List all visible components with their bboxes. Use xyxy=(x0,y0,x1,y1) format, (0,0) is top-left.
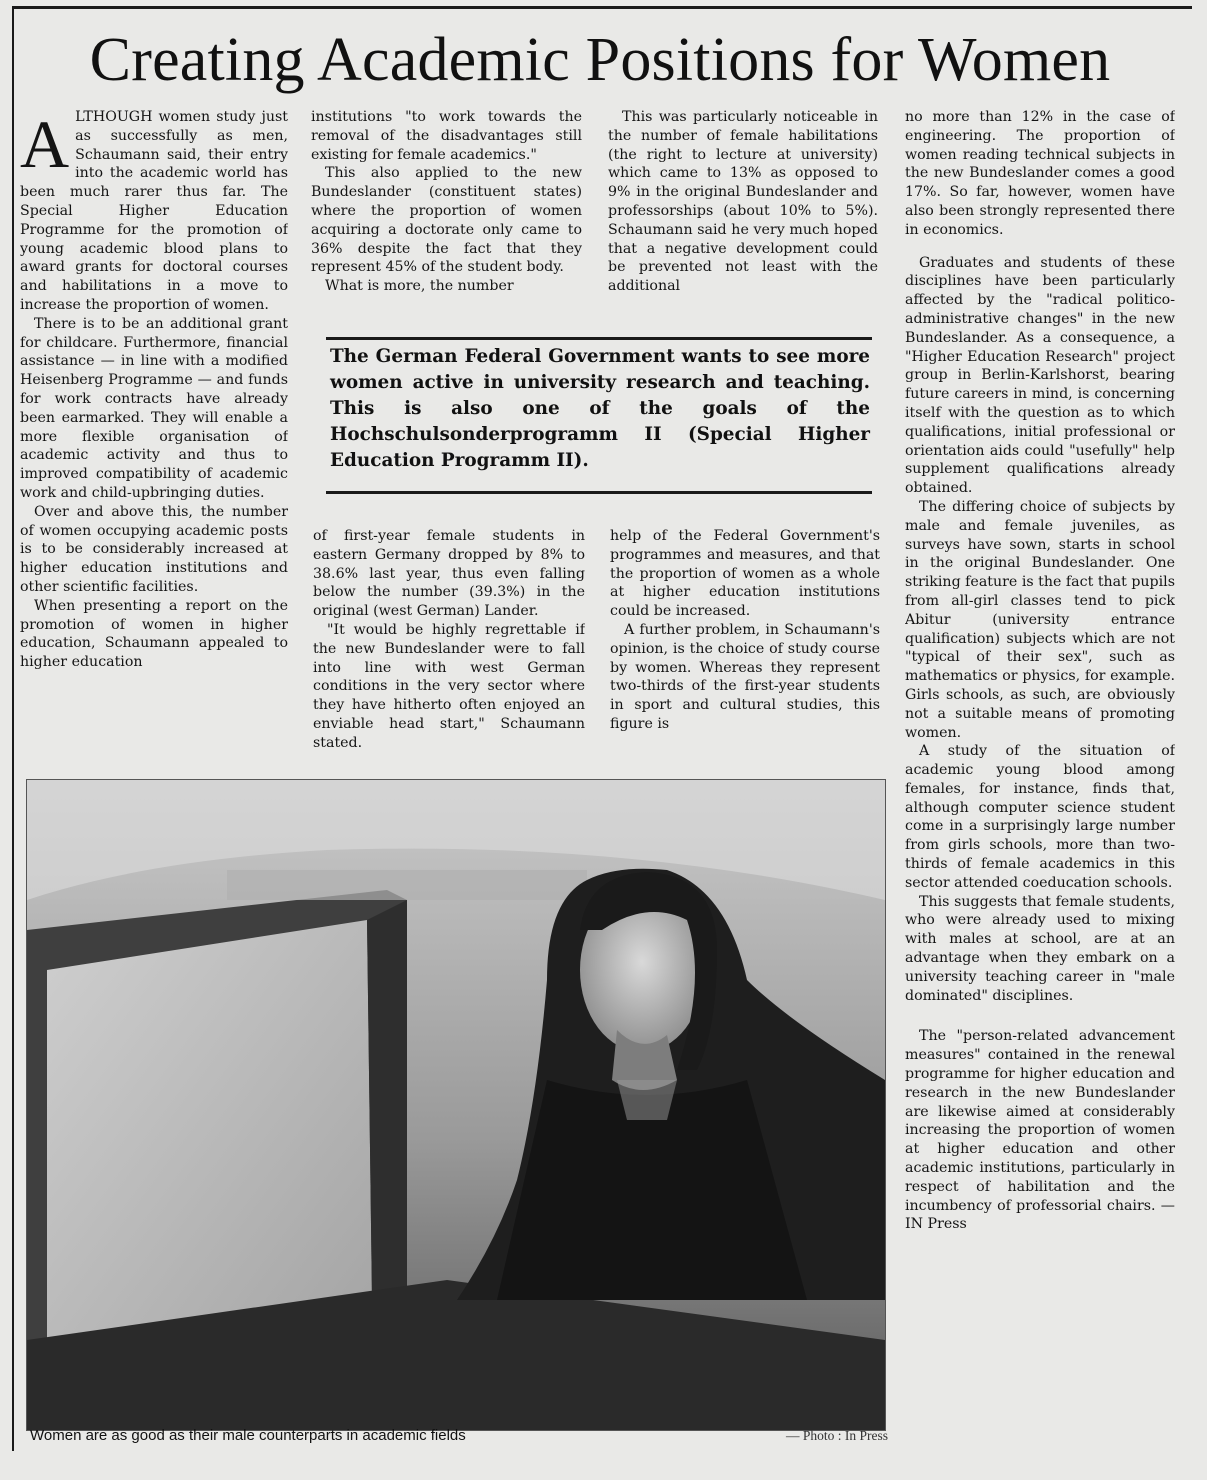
col4-paragraph: The "person-related advancement measures" contained in the renewal programme for higher education and research in the new Bundeslander are likewise aimed at considerably increasing the proportion of women at higher education and other academic institutions, particularly in respect of habilitation and the incumbency of professorial chairs. — IN Press xyxy=(905,1028,1175,1233)
col3-paragraph: A further problem, in Schaumann's opinion, is the choice of study course by women. Whereas they represent two-thirds of the first-year students in sport and cultural studies, this figure is xyxy=(610,621,880,732)
column-1 xyxy=(20,108,288,778)
column-2-top xyxy=(311,108,582,336)
col4-paragraph: This suggests that female students, who were already used to mixing with males at school, are at an advantage when they embark on a university teaching career in "male dominated" disciplines. xyxy=(905,893,1175,1004)
photo-caption: Women are as good as their male counterparts in academic fields xyxy=(30,1427,466,1444)
photo-illustration xyxy=(27,780,885,1430)
column-3-bottom xyxy=(610,527,880,777)
col3-paragraph: This was particularly noticeable in the number of female habilitations (the right to lecture at university) which came to 13% as opposed to 9% in the original Bundeslander and professorships (about 10% to 5%). Schaumann said he very much hoped that a negative development could be prevented not least with the additional xyxy=(608,109,878,295)
col1-paragraph: There is to be an additional grant for childcare. Furthermore, financial assistance — in line with a modified Heisenberg Programme — and funds for work contracts have already been earmarked. They will enable a more flexible organisation of academic activity and thus to improved compatibility of academic work and child-upbringing duties. xyxy=(20,315,288,501)
highlight-box: The German Federal Government wants to see more women active in university research and teaching. This is also one of the goals of the Hochschulsonderprogramm II (Special Higher Education Programm II). xyxy=(330,346,870,471)
col4-paragraph: The differing choice of subjects by male and female juveniles, as surveys have sown, starts in school in the original Bundeslander. One striking feature is the fact that pupils from all-girl classes tend to pick Abitur (university entrance qualification) subjects which are not "typical of their sex", such as mathematics or physics, for example. Girls schools, as such, are obviously not a suitable means of promoting women. xyxy=(905,498,1175,741)
article-photo xyxy=(26,779,886,1431)
col1-paragraph: When presenting a report on the promotion of women in higher education, Schaumann appealed to higher education xyxy=(20,597,288,671)
col4-paragraph: Graduates and students of these disciplines have been particularly affected by the "radical politico-administrative changes" in the new Bundeslander. As a consequence, a "Higher Education Research" project group in Berlin-Karlshorst, bearing future careers in mind, is concerning itself with the question as to which qualifications, initial professional or orientation aids could "usefully" help supplement qualifications already obtained. xyxy=(905,254,1175,497)
article-title: Creating Academic Positions for Women xyxy=(89,26,1111,94)
highlight-top-rule xyxy=(326,337,872,340)
col1-paragraph: Over and above this, the number of women occupying academic posts is to be considerably increased at higher education institutions and other scientific facilities. xyxy=(20,503,288,595)
col4-paragraph: no more than 12% in the case of engineering. The proportion of women reading technical subjects in the new Bundeslander comes a good 17%. So far, however, women have also been strongly represented there in economics. xyxy=(905,109,1175,238)
col2-paragraph: What is more, the number xyxy=(325,278,514,295)
left-rule xyxy=(12,6,14,1451)
caption-left-mark xyxy=(12,1427,14,1449)
col2-paragraph: of first-year female students in eastern Germany dropped by 8% to 38.6% last year, thus even falling below the number (39.3%) in the original (west German) Lander. xyxy=(313,528,585,620)
column-2-bottom xyxy=(313,527,585,777)
drop-cap: A xyxy=(20,108,70,182)
highlight-bottom-rule xyxy=(326,491,872,494)
col2-paragraph: This also applied to the new Bundeslander (constituent states) where the proportion of women acquiring a doctorate only came to 36% despite the fact that they represent 45% of the student body. xyxy=(311,165,582,276)
col2-paragraph: "It would be highly regrettable if the new Bundeslander were to fall into line with west German conditions in the very sector where they have hitherto often enjoyed an enviable head start," Schaumann stated. xyxy=(313,621,585,751)
col4-paragraph: A study of the situation of academic young blood among females, for instance, finds that, although computer science student come in a surprisingly large number from girls schools, more than two-thirds of female academics in this sector attended coeducation schools. xyxy=(905,743,1175,891)
column-3-top xyxy=(608,108,878,336)
photo-credit: — Photo : In Press xyxy=(785,1428,888,1443)
col1-paragraph: ALTHOUGH women study just as successfully as men, Schaumann said, their entry into the academic world has been much rarer thus far. The Special Higher Education Programme for the promotion of young academic blood plans to award grants for doctoral courses and habilitations in a move to increase the proportion of women. xyxy=(20,108,288,313)
top-rule xyxy=(14,6,1192,9)
column-4 xyxy=(905,108,1175,1438)
col3-paragraph: help of the Federal Government's programmes and measures, and that the proportion of women as a whole at higher education institutions could be increased. xyxy=(610,528,880,620)
col2-paragraph: institutions "to work towards the removal of the disadvantages still existing for female academics." xyxy=(311,109,582,163)
